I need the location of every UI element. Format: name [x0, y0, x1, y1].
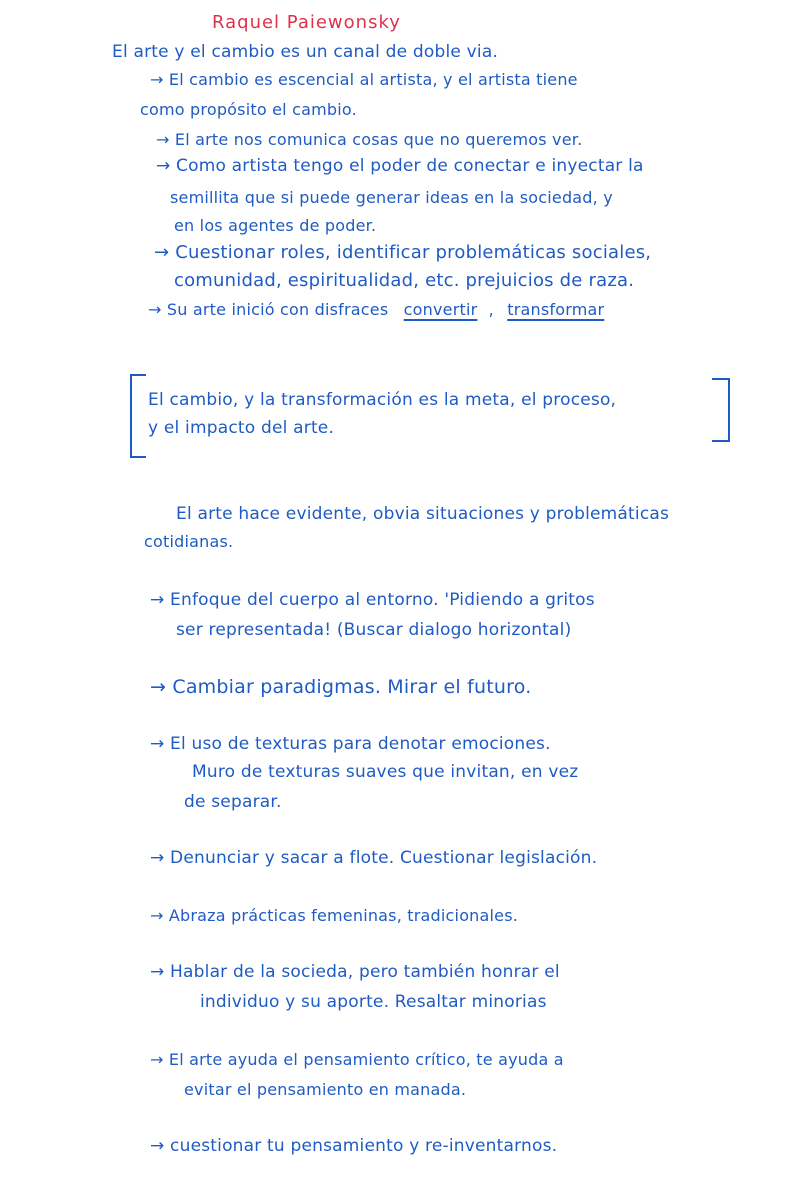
- boxed-note-line: y el impacto del arte.: [148, 418, 335, 438]
- note-line: → Hablar de la socieda, pero también honrar el: [150, 962, 560, 982]
- note-line: de separar.: [184, 792, 282, 812]
- note-line: [148, 302, 604, 318]
- note-line: Muro de texturas suaves que invitan, en vez: [192, 762, 579, 782]
- left-bracket: [130, 374, 146, 458]
- note-line: semillita que si puede generar ideas en la sociedad, y: [170, 188, 613, 207]
- note-line: → El uso de texturas para denotar emociones.: [150, 734, 551, 754]
- note-line: como propósito el cambio.: [140, 100, 357, 119]
- note-line: El arte y el cambio es un canal de doble via.: [112, 42, 499, 62]
- note-line: → cuestionar tu pensamiento y re-inventarnos.: [150, 1136, 558, 1156]
- right-bracket: [712, 378, 730, 442]
- note-text: ,: [488, 300, 494, 319]
- note-line: cotidianas.: [144, 532, 234, 551]
- boxed-note-line: El cambio, y la transformación es la meta, el proceso,: [148, 390, 617, 410]
- note-line: → El cambio es escencial al artista, y el artista tiene: [150, 70, 578, 89]
- note-line: en los agentes de poder.: [174, 216, 377, 235]
- note-line: individuo y su aporte. Resaltar minorias: [200, 992, 547, 1012]
- underlined-word: convertir: [403, 300, 478, 319]
- note-line: → Cuestionar roles, identificar problemáticas sociales,: [154, 242, 652, 263]
- notes-title: Raquel Paiewonsky: [212, 12, 401, 33]
- underlined-word: transformar: [507, 300, 605, 319]
- note-line: evitar el pensamiento en manada.: [184, 1080, 467, 1099]
- note-line: El arte hace evidente, obvia situaciones y problemáticas: [176, 504, 670, 524]
- note-line: → Enfoque del cuerpo al entorno. 'Pidiendo a gritos: [150, 590, 595, 610]
- note-line: → El arte ayuda el pensamiento crítico, te ayuda a: [150, 1050, 564, 1069]
- note-line: comunidad, espiritualidad, etc. prejuicios de raza.: [174, 270, 635, 291]
- note-line: → El arte nos comunica cosas que no queremos ver.: [156, 130, 583, 149]
- note-line: → Como artista tengo el poder de conectar e inyectar la: [156, 156, 644, 176]
- note-line: ser representada! (Buscar dialogo horizontal): [176, 620, 572, 640]
- note-line: → Abraza prácticas femeninas, tradicionales.: [150, 906, 519, 925]
- note-line: → Cambiar paradigmas. Mirar el futuro.: [150, 676, 532, 698]
- note-line: → Denunciar y sacar a flote. Cuestionar legislación.: [150, 848, 598, 868]
- note-text: → Su arte inició con disfraces: [148, 300, 389, 319]
